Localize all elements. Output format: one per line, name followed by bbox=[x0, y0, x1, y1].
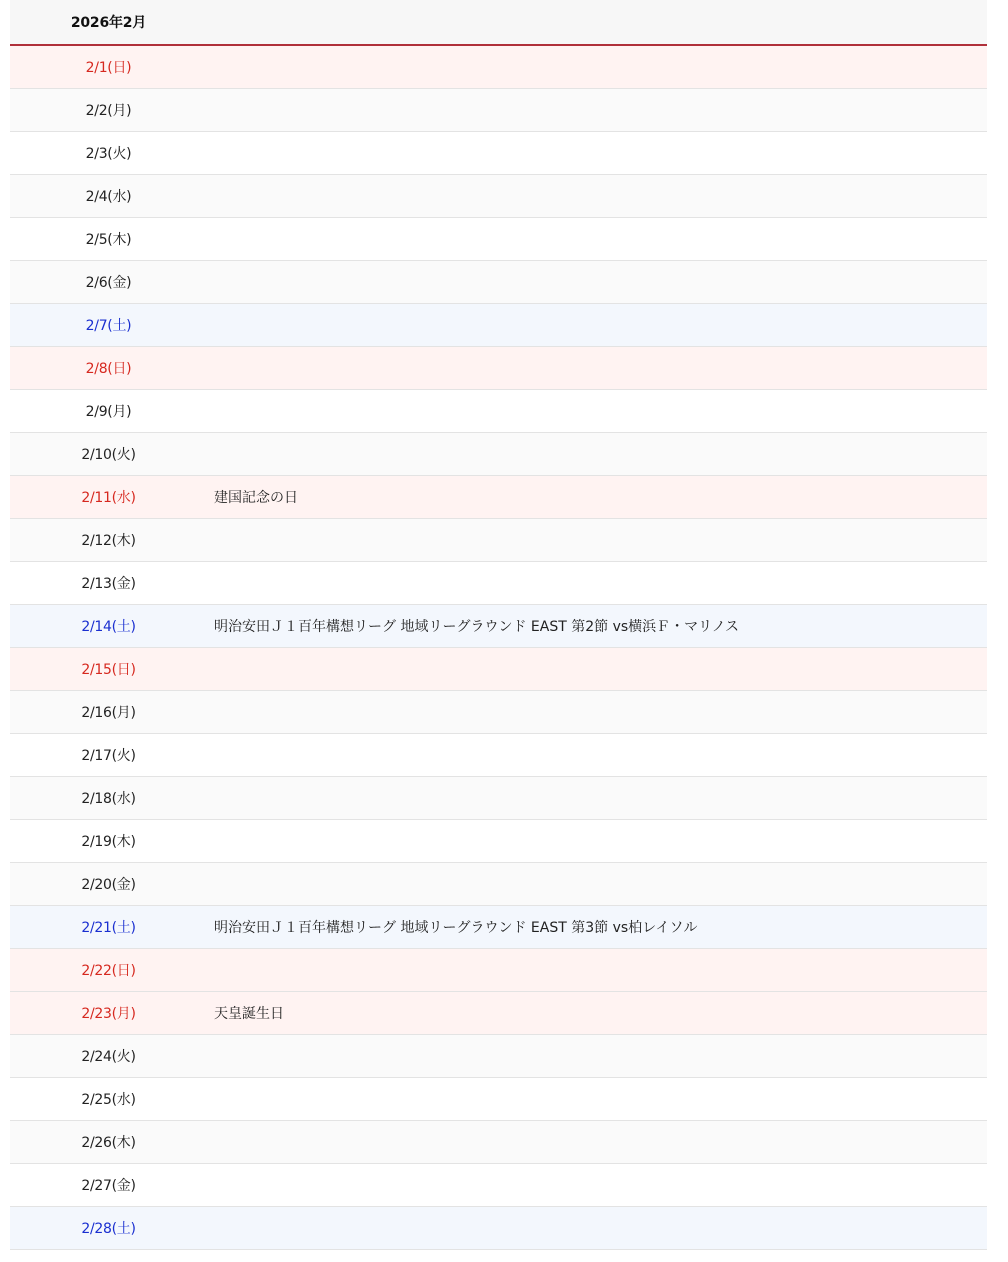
table-row bbox=[10, 906, 987, 949]
event-cell: 明治安田Ｊ１百年構想リーグ 地域リーグラウンド EAST 第2節 vs横浜Ｆ・マリノス bbox=[214, 619, 740, 635]
table-row bbox=[10, 691, 987, 734]
table-row bbox=[10, 304, 987, 347]
table-row bbox=[10, 132, 987, 175]
month-title: 2026年2月 bbox=[70, 15, 147, 31]
date-cell: 2/6(金) bbox=[85, 275, 132, 291]
date-cell: 2/17(火) bbox=[81, 748, 136, 764]
date-cell: 2/3(火) bbox=[85, 146, 132, 162]
date-cell: 2/18(水) bbox=[81, 791, 136, 807]
table-row bbox=[10, 476, 987, 519]
table-row bbox=[10, 1164, 987, 1207]
date-cell: 2/10(火) bbox=[81, 447, 136, 463]
date-cell: 2/15(日) bbox=[81, 662, 136, 678]
schedule-table bbox=[10, 0, 987, 1250]
event-cell: 天皇誕生日 bbox=[214, 1006, 284, 1022]
date-cell: 2/7(土) bbox=[85, 318, 132, 334]
date-cell: 2/8(日) bbox=[85, 361, 132, 377]
date-cell: 2/19(木) bbox=[81, 834, 136, 850]
event-cell: 明治安田Ｊ１百年構想リーグ 地域リーグラウンド EAST 第3節 vs柏レイソル bbox=[214, 920, 698, 936]
table-row bbox=[10, 605, 987, 648]
date-cell: 2/24(火) bbox=[81, 1049, 136, 1065]
date-cell: 2/14(土) bbox=[81, 619, 136, 635]
table-row bbox=[10, 89, 987, 132]
event-cell: 建国記念の日 bbox=[214, 490, 298, 506]
table-row bbox=[10, 218, 987, 261]
date-cell: 2/4(水) bbox=[85, 189, 132, 205]
table-row bbox=[10, 1035, 987, 1078]
table-row bbox=[10, 734, 987, 777]
table-row bbox=[10, 433, 987, 476]
table-row bbox=[10, 46, 987, 89]
table-body bbox=[10, 46, 987, 1250]
table-row bbox=[10, 519, 987, 562]
table-row bbox=[10, 820, 987, 863]
date-cell: 2/1(日) bbox=[85, 60, 132, 76]
table-row bbox=[10, 863, 987, 906]
table-row bbox=[10, 390, 987, 433]
date-cell: 2/26(木) bbox=[81, 1135, 136, 1151]
date-cell: 2/13(金) bbox=[81, 576, 136, 592]
date-cell: 2/22(日) bbox=[81, 963, 136, 979]
date-cell: 2/28(土) bbox=[81, 1221, 136, 1237]
date-cell: 2/5(木) bbox=[85, 232, 132, 248]
table-row bbox=[10, 1121, 987, 1164]
date-cell: 2/27(金) bbox=[81, 1178, 136, 1194]
table-row bbox=[10, 562, 987, 605]
table-row bbox=[10, 992, 987, 1035]
date-cell: 2/12(木) bbox=[81, 533, 136, 549]
date-cell: 2/21(土) bbox=[81, 920, 136, 936]
date-cell: 2/23(月) bbox=[81, 1006, 136, 1022]
table-row bbox=[10, 1207, 987, 1250]
table-row bbox=[10, 648, 987, 691]
table-row bbox=[10, 777, 987, 820]
date-cell: 2/11(水) bbox=[81, 490, 136, 506]
date-cell: 2/25(水) bbox=[81, 1092, 136, 1108]
date-cell: 2/20(金) bbox=[81, 877, 136, 893]
date-cell: 2/2(月) bbox=[85, 103, 132, 119]
date-cell: 2/16(月) bbox=[81, 705, 136, 721]
date-cell: 2/9(月) bbox=[85, 404, 132, 420]
table-row bbox=[10, 261, 987, 304]
table-header bbox=[10, 0, 987, 46]
table-row bbox=[10, 175, 987, 218]
table-row bbox=[10, 1078, 987, 1121]
table-row bbox=[10, 347, 987, 390]
table-row bbox=[10, 949, 987, 992]
